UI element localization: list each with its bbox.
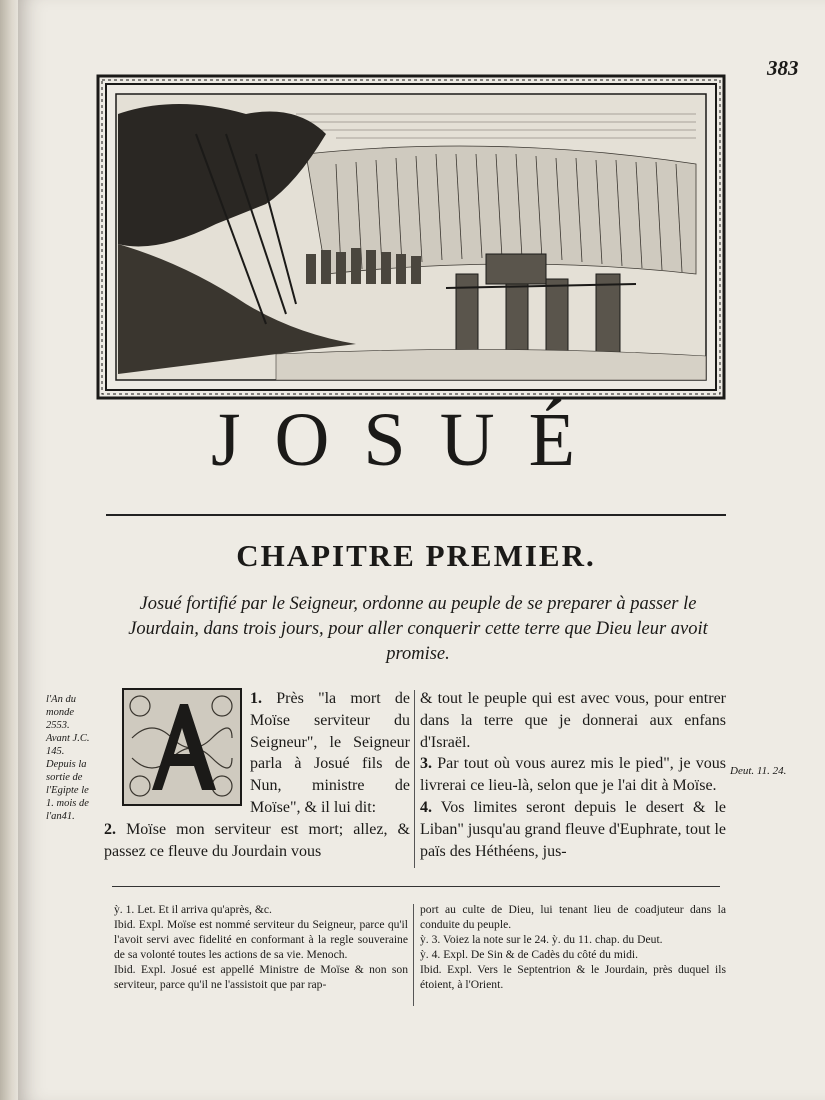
notes-separator xyxy=(413,904,414,1006)
margin-line: Avant J.C. xyxy=(46,733,90,744)
footnote: port au culte de Dieu, lui tenant lieu de coadjuteur dans la conduite du peuple. xyxy=(420,903,726,931)
drop-cap-a-ornament xyxy=(122,688,242,806)
book-title: JOSUÉ xyxy=(210,398,610,482)
verse-4 xyxy=(420,797,726,862)
footnote: Ibid. Expl. Moïse est nommé serviteur du Seigneur, parce qu'il l'avoit servi avec fidelité en conformant à la regle souveraine de sa volonté toutes les actions de sa vie. Menoch. xyxy=(114,918,408,961)
verse-number: 3. xyxy=(420,755,432,773)
margin-line: l'an41. xyxy=(46,811,75,822)
margin-line: l'Egipte le xyxy=(46,785,89,796)
verse-number: 4. xyxy=(420,798,432,816)
text-column-right xyxy=(420,688,726,862)
verse-2-continued: & tout le peuple qui est avec vous, pour entrer dans la terre que je donnerai aux enfans d'Israël. xyxy=(420,690,726,751)
text-column-left xyxy=(104,688,410,862)
chapter-title: CHAPITRE PREMIER. xyxy=(236,538,596,573)
margin-line: sortie de xyxy=(46,772,83,783)
footnotes-right xyxy=(420,902,726,992)
margin-line: monde xyxy=(46,707,74,718)
verse-number: 2. xyxy=(104,820,116,838)
chapter-summary: Josué fortifié par le Seigneur, ordonne au peuple de se preparer à passer le Jourdain, dans trois jours, pour aller conquerir cette terre que Dieu leur avoit promise. xyxy=(128,594,708,664)
verse-text: Par tout où vous aurez mis le pied", je vous livrerai ce lieu-là, selon que je l'ai dit à Moïse. xyxy=(420,755,727,795)
verse-3 xyxy=(420,753,726,797)
margin-line: 145. xyxy=(46,746,65,757)
footnote: ỳ. 1. Let. Et il arriva qu'après, &c. xyxy=(114,903,272,916)
footnote: ỳ. 3. Voiez la note sur le 24. ỳ. du 11. chap. du Deut. xyxy=(420,933,663,946)
verse-1 xyxy=(104,688,410,819)
title-rule xyxy=(106,514,726,516)
footnote: Ibid. Expl. Vers le Septentrion & le Jourdain, près duquel ils étoient, à l'Orient. xyxy=(420,963,726,991)
verse-2 xyxy=(104,819,410,863)
engraving-illustration xyxy=(96,74,726,400)
page-number: 383 xyxy=(767,56,799,80)
verse-text: Vos limites seront depuis le desert & le Liban" jusqu'au grand fleuve d'Euphrate, tout le païs des Héthéens, jus- xyxy=(420,798,726,860)
footnote: Ibid. Expl. Josué est appellé Ministre de Moïse & non son serviteur, parce qu'il ne l'assistoit que par rap- xyxy=(114,963,408,991)
margin-chronology-note xyxy=(46,693,104,823)
footnote: ỳ. 4. Expl. De Sin & de Cadès du côté du midi. xyxy=(420,948,638,961)
margin-line: 1. mois de xyxy=(46,798,89,809)
margin-line: 2553. xyxy=(46,720,70,731)
column-separator xyxy=(414,690,415,868)
book-spine-shadow xyxy=(0,0,20,1100)
verse-text: Moïse mon serviteur est mort; allez, & passez ce fleuve du Jourdain vous xyxy=(104,820,411,860)
verse-number: 1. xyxy=(250,690,262,707)
notes-rule xyxy=(112,886,720,887)
margin-line: Depuis la xyxy=(46,759,87,770)
margin-cross-reference: Deut. 11. 24. xyxy=(730,765,787,777)
verse-text: Près "la mort de Moïse serviteur du Seigneur", le Seigneur parla à Josué fils de Nun, ministre de Moïse", & il lui dit: xyxy=(250,690,411,816)
footnotes-left xyxy=(114,902,408,992)
margin-line: l'An du xyxy=(46,694,76,705)
